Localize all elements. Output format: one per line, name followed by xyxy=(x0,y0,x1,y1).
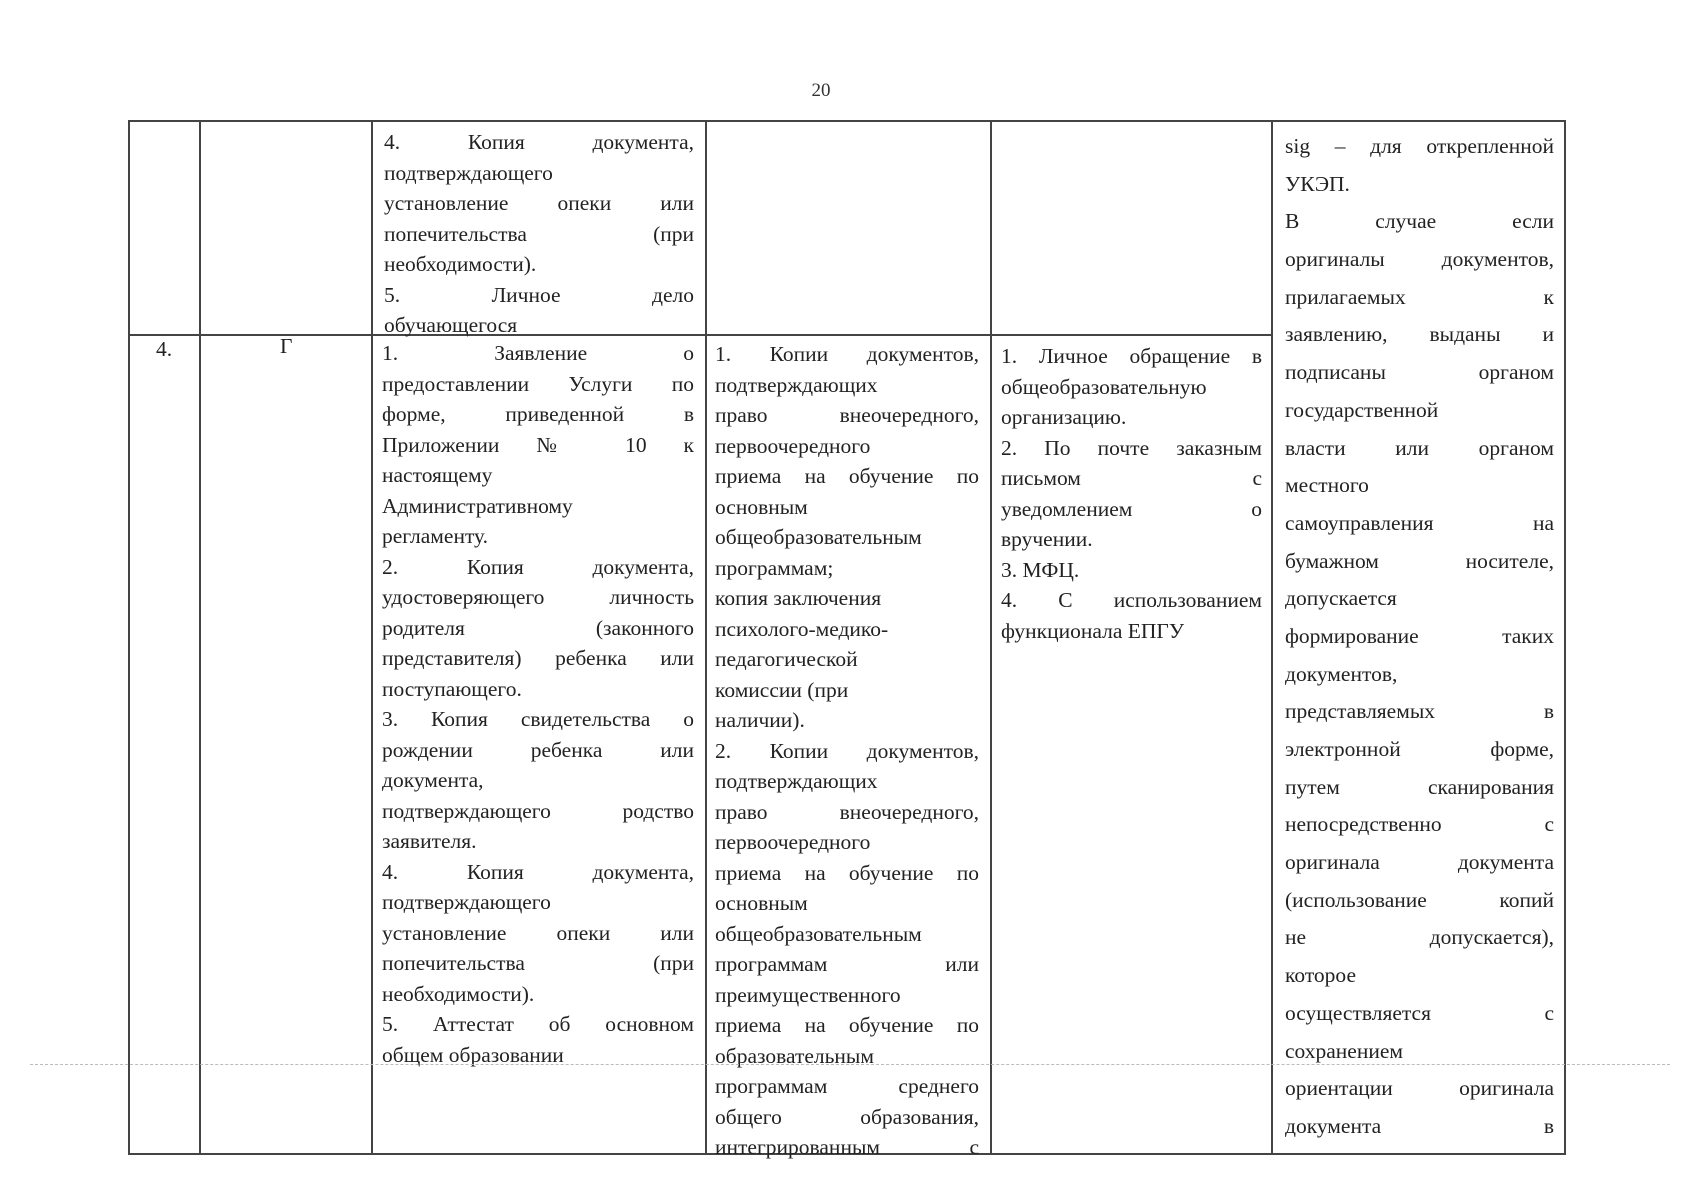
submission-methods-cell xyxy=(1001,341,1262,646)
text-line: регламенту. xyxy=(382,524,489,548)
table-top-border xyxy=(128,120,1566,122)
row-number: 4. xyxy=(156,337,173,361)
text-line: программам; xyxy=(715,555,834,580)
text-line: подтверждающих xyxy=(715,769,878,793)
text-line: организацию. xyxy=(1001,405,1127,429)
text-line: письмом с xyxy=(1001,466,1262,490)
text-line: основным xyxy=(715,494,808,519)
text-line: 4. Копия документа, xyxy=(384,130,694,154)
paragraph xyxy=(715,705,979,736)
text-line: Административному xyxy=(382,493,573,518)
text-line: наличии). xyxy=(715,708,805,732)
text-line: не допускается), xyxy=(1285,925,1554,950)
text-line: подтверждающего xyxy=(382,890,551,914)
text-line: В случае если xyxy=(1285,209,1554,234)
text-line: 4. С использованием xyxy=(1001,588,1262,612)
text-line: педагогической xyxy=(715,647,858,671)
text-line: путем сканирования xyxy=(1285,774,1554,799)
text-line: вручении. xyxy=(1001,527,1093,551)
prev-row-documents-cell xyxy=(384,127,694,341)
text-line: установление опеки или xyxy=(382,920,694,945)
text-line: уведомлением о xyxy=(1001,496,1262,521)
text-line: допускается xyxy=(1285,586,1397,611)
paragraph xyxy=(715,644,979,675)
text-line: подтверждающего xyxy=(384,160,553,185)
text-line: подписаны органом xyxy=(1285,360,1554,385)
text-line: первоочередного xyxy=(715,433,871,458)
text-line: общем образовании xyxy=(382,1042,564,1067)
text-line: 5. Личное дело xyxy=(384,282,694,307)
text-line: 3. Копия свидетельства о xyxy=(382,707,694,731)
paragraph xyxy=(382,704,694,857)
text-line: обучающегося xyxy=(384,313,518,337)
paragraph xyxy=(715,736,979,1163)
text-line: удостоверяющего личность xyxy=(382,585,694,609)
text-line: 3. МФЦ. xyxy=(1001,557,1080,582)
text-line: государственной xyxy=(1285,397,1439,422)
text-line: комиссии (при xyxy=(715,677,849,702)
text-line: 4. Копия документа, xyxy=(382,859,694,884)
text-line: программам или xyxy=(715,952,979,976)
text-line: право внеочередного, xyxy=(715,403,979,427)
text-line: непосредственно с xyxy=(1285,812,1554,837)
text-line: интегрированным с xyxy=(715,1135,979,1159)
text-line: общего образования, xyxy=(715,1104,979,1129)
text-line: преимущественного xyxy=(715,982,901,1007)
text-line: оригиналы документов, xyxy=(1285,247,1554,272)
text-line: основным xyxy=(715,891,808,915)
text-line: ориентации оригинала xyxy=(1285,1076,1554,1101)
paragraph xyxy=(384,280,694,341)
additional-documents-cell xyxy=(715,339,979,1163)
col-border xyxy=(990,120,992,1154)
text-line: рождении ребенка или xyxy=(382,737,694,762)
paragraph xyxy=(715,583,979,614)
text-line: необходимости). xyxy=(382,981,535,1006)
text-line: подтверждающих xyxy=(715,372,878,397)
text-line: 2. Копии документов, xyxy=(715,738,979,763)
text-line: предоставлении Услуги по xyxy=(382,371,694,396)
text-line: попечительства (при xyxy=(382,951,694,975)
paragraph xyxy=(382,338,694,552)
text-line: заявлению, выданы и xyxy=(1285,322,1554,347)
paragraph xyxy=(382,1009,694,1070)
text-line: осуществляется с xyxy=(1285,1000,1554,1025)
text-line: местного xyxy=(1285,473,1369,498)
text-line: программам среднего xyxy=(715,1074,979,1098)
row-category: Г xyxy=(280,334,293,358)
text-line: электронной форме, xyxy=(1285,737,1554,761)
text-line: форме, приведенной в xyxy=(382,402,694,426)
text-line: приема на обучение по xyxy=(715,860,979,885)
text-line: право внеочередного, xyxy=(715,799,979,824)
paragraph xyxy=(1285,203,1554,1145)
text-line: психолого-медико- xyxy=(715,616,889,641)
text-line: самоуправления на xyxy=(1285,510,1554,535)
requirements-cell xyxy=(1285,128,1554,1146)
text-line: попечительства (при xyxy=(384,221,694,246)
text-line: УКЭП. xyxy=(1285,171,1350,196)
col-border xyxy=(128,120,130,1154)
text-line: представителя) ребенка или xyxy=(382,646,694,670)
text-line: образовательным xyxy=(715,1043,874,1068)
text-line: функционала ЕПГУ xyxy=(1001,618,1185,643)
paragraph xyxy=(1285,128,1554,203)
text-line: sig – для открепленной xyxy=(1285,134,1554,158)
paragraph xyxy=(1001,555,1262,586)
paragraph xyxy=(1001,341,1262,433)
text-line: настоящему xyxy=(382,463,493,487)
documents-cell xyxy=(382,338,694,1070)
page-number: 20 xyxy=(811,80,831,101)
text-line: 1. Копии документов, xyxy=(715,342,979,366)
paragraph xyxy=(715,339,979,583)
text-line: сохранением xyxy=(1285,1038,1404,1063)
text-line: прилагаемых к xyxy=(1285,284,1554,309)
text-line: поступающего. xyxy=(382,676,522,701)
paragraph xyxy=(715,614,979,645)
scan-artifact-line xyxy=(30,1064,1670,1065)
text-line: документа, xyxy=(382,768,484,792)
text-line: (использование копий xyxy=(1285,887,1554,912)
col-border xyxy=(705,120,707,1154)
text-line: 1. Заявление о xyxy=(382,341,694,365)
text-line: общеобразовательным xyxy=(715,921,922,946)
text-line: 2. Копия документа, xyxy=(382,554,694,579)
row-divider xyxy=(128,334,1271,336)
col-border xyxy=(1564,120,1566,1154)
text-line: 1. Личное обращение в xyxy=(1001,344,1262,368)
text-line: которое xyxy=(1285,963,1356,988)
text-line: оригинала документа xyxy=(1285,850,1554,875)
text-line: первоочередного xyxy=(715,830,871,854)
paragraph xyxy=(1001,433,1262,555)
paragraph xyxy=(1001,585,1262,646)
text-line: необходимости). xyxy=(384,252,537,276)
text-line: власти или органом xyxy=(1285,435,1554,460)
text-line: бумажном носителе, xyxy=(1285,548,1554,573)
text-line: родителя (законного xyxy=(382,615,694,640)
text-line: представляемых в xyxy=(1285,699,1554,724)
paragraph xyxy=(715,675,979,706)
text-line: установление опеки или xyxy=(384,191,694,215)
paragraph xyxy=(384,127,694,280)
paragraph xyxy=(382,857,694,1010)
text-line: копия заключения xyxy=(715,586,882,610)
text-line: подтверждающего родство xyxy=(382,798,694,823)
text-line: заявителя. xyxy=(382,829,477,853)
text-line: Приложении № 10 к xyxy=(382,432,694,457)
col-border xyxy=(1271,120,1273,1154)
text-line: 5. Аттестат об основном xyxy=(382,1012,694,1036)
col-border xyxy=(199,120,201,1154)
col-border xyxy=(371,120,373,1154)
text-line: приема на обучение по xyxy=(715,464,979,488)
paragraph xyxy=(382,552,694,705)
text-line: формирование таких xyxy=(1285,623,1554,648)
text-line: 2. По почте заказным xyxy=(1001,435,1262,460)
text-line: приема на обучение по xyxy=(715,1013,979,1037)
text-line: общеобразовательную xyxy=(1001,374,1207,399)
text-line: документа в xyxy=(1285,1113,1554,1138)
text-line: документов, xyxy=(1285,661,1398,686)
text-line: общеобразовательным xyxy=(715,525,922,549)
